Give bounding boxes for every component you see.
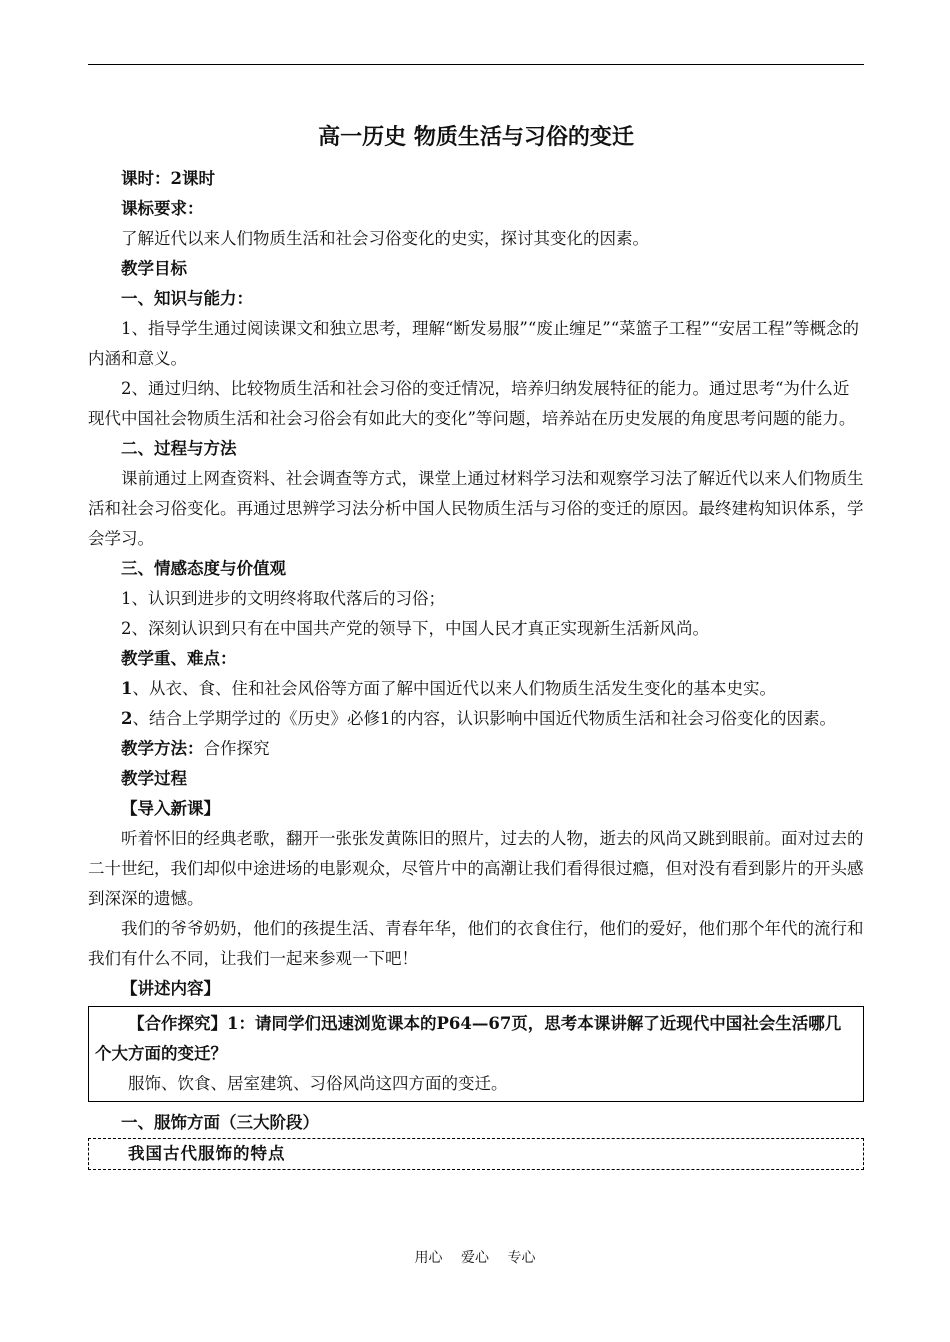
- emotion-heading: 三、情感态度与价值观: [121, 559, 286, 578]
- cooperative-answer: 服饰、饮食、居室建筑、习俗风尚这四方面的变迁。: [128, 1074, 508, 1093]
- ancient-clothing-box: [88, 1138, 864, 1170]
- class-hours: 课时：2课时: [121, 169, 215, 188]
- knowledge-item-2: 2、通过归纳、比较物质生活和社会习俗的变迁情况，培养归纳发展特征的能力。通过思考“为什么近现代中国社会物质生活和社会习俗会有如此大的变化”等问题，培养站在历史发展的角度思考问题的能力。: [88, 379, 856, 428]
- standard-heading: 课标要求：: [121, 199, 204, 218]
- method-value: 合作探究: [203, 739, 270, 758]
- teaching-process-heading: 教学过程: [121, 769, 187, 788]
- emotion-item-2: 2、深刻认识到只有在中国共产党的领导下，中国人民才真正实现新生活新风尚。: [121, 619, 709, 638]
- header-rule: [88, 64, 864, 65]
- process-heading: 二、过程与方法: [121, 439, 237, 458]
- emotion-item-1: 1、认识到进步的文明终将取代落后的习俗；: [121, 589, 445, 608]
- ancient-clothing-heading: 我国古代服饰的特点: [128, 1144, 286, 1163]
- cooperative-question: [95, 1009, 857, 1069]
- teaching-method: [88, 734, 864, 764]
- keypoint-1-text: 、从衣、食、住和社会风俗等方面了解中国近代以来人们物质生活发生变化的基本史实。: [132, 679, 776, 698]
- intro-heading: 【导入新课】: [121, 799, 220, 818]
- standard-text: 了解近代以来人们物质生活和社会习俗变化的史实，探讨其变化的因素。: [121, 229, 649, 248]
- lecture-heading: 【讲述内容】: [121, 979, 220, 998]
- page-title: 高一历史 物质生活与习俗的变迁: [318, 124, 634, 150]
- keypoint-item-1: [88, 674, 864, 704]
- clothing-heading: 一、服饰方面（三大阶段）: [121, 1113, 319, 1132]
- keypoint-1-number: 1: [121, 679, 133, 698]
- keypoint-2-number: 2: [121, 709, 133, 728]
- keypoints-heading: 教学重、难点：: [121, 649, 237, 668]
- goals-heading: 教学目标: [121, 259, 187, 278]
- cooperative-label: 【合作探究】: [128, 1014, 227, 1033]
- cooperative-inquiry-box: [88, 1006, 864, 1102]
- process-text: 课前通过上网查资料、社会调查等方式，课堂上通过材料学习法和观察学习法了解近代以来人们物质生活和社会习俗变化。再通过思辨学习法分析中国人民物质生活与习俗的变迁的原因。最终建构知识体系，学会学习。: [88, 469, 864, 548]
- keypoint-item-2: [88, 704, 864, 734]
- page-footer: 用心 爱心 专心: [414, 1250, 536, 1266]
- knowledge-heading: 一、知识与能力：: [121, 289, 253, 308]
- knowledge-item-1: 1、指导学生通过阅读课文和独立思考，理解“断发易服”“废止缠足”“菜篮子工程”“安居工程”等概念的内涵和意义。: [88, 319, 859, 368]
- document-body: [88, 118, 864, 1170]
- cooperative-question-text: 1：请同学们迅速浏览课本的P64—67页，思考本课讲解了近现代中国社会生活哪几个大方面的变迁？: [95, 1014, 842, 1063]
- intro-paragraph-2: 我们的爷爷奶奶，他们的孩提生活、青春年华，他们的衣食住行，他们的爱好，他们那个年代的流行和我们有什么不同，让我们一起来参观一下吧！: [88, 919, 864, 968]
- keypoint-2-text: 、结合上学期学过的《历史》必修1的内容，认识影响中国近代物质生活和社会习俗变化的因素。: [132, 709, 836, 728]
- intro-paragraph-1: 听着怀旧的经典老歌，翻开一张张发黄陈旧的照片，过去的人物，逝去的风尚又跳到眼前。面对过去的二十世纪，我们却似中途进场的电影观众，尽管片中的高潮让我们看得很过瘾，但对没有看到影片的开头感到深深的遗憾。: [88, 829, 864, 908]
- method-label: 教学方法：: [121, 739, 204, 758]
